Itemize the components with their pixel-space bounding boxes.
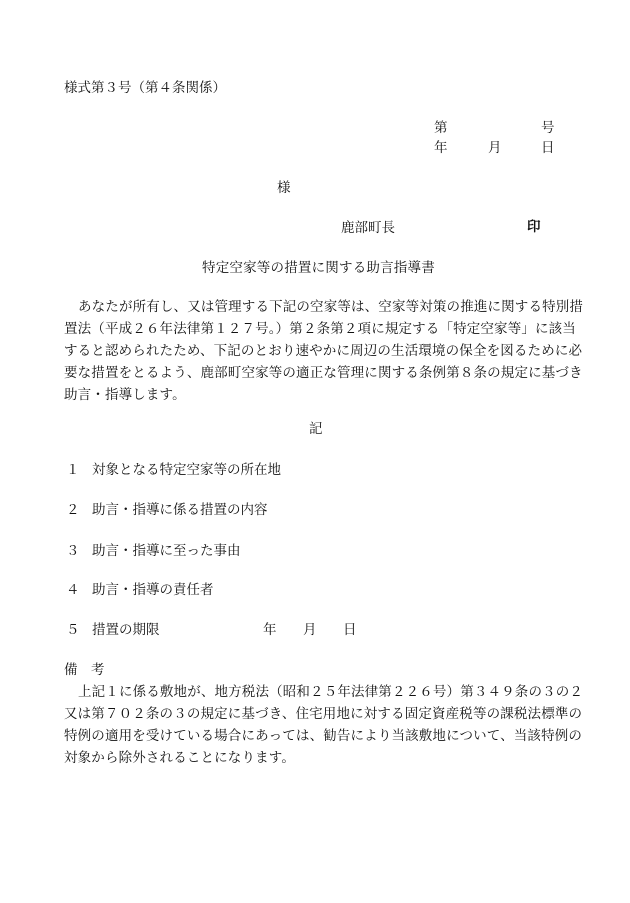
list-item — [66, 624, 160, 638]
remarks-line: 上記１に係る敷地が、地方税法（昭和２５年法律第２２６号）第３４９条の３の２ — [78, 684, 584, 700]
issue-date-month: 月 — [488, 140, 502, 156]
remarks-line: 又は第７０２条の３の規定に基づき、住宅用地に対する固定資産税等の課税法標準の — [64, 706, 583, 722]
list-item — [66, 504, 268, 518]
body-line: あなたが所有し、又は管理する下記の空家等は、空家等対策の推進に関する特別措 — [78, 299, 584, 315]
item-number: ３ — [66, 543, 80, 559]
body-line: 置法（平成２６年法律第１２７号。）第２条第２項に規定する「特定空家等」に該当 — [64, 321, 576, 337]
body-line: 助言・指導します。 — [64, 387, 186, 403]
item-text: 助言・指導に係る措置の内容 — [92, 502, 268, 518]
list-item — [66, 464, 281, 478]
deadline-year: 年 — [263, 622, 277, 638]
remarks-line: 対象から除外されることになります。 — [64, 750, 295, 766]
form-label: 様式第３号（第４条関係） — [64, 80, 226, 96]
item-text: 助言・指導の責任者 — [92, 582, 214, 598]
remarks-line: 特例の適用を受けている場合にあっては、勧告により当該敷地について、当該特例の — [64, 728, 583, 744]
issue-date-year: 年 — [434, 140, 448, 156]
item-number: ２ — [66, 502, 80, 518]
number-suffix: 号 — [541, 120, 555, 136]
body-line: すると認められたため、下記のとおり速やかに周辺の生活環境の保全を図るために必 — [64, 343, 583, 359]
item-text: 措置の期限 — [92, 622, 160, 638]
deadline-day: 日 — [343, 622, 357, 638]
list-item — [66, 545, 241, 559]
item-text: 助言・指導に至った事由 — [92, 543, 241, 559]
item-number: ５ — [66, 622, 80, 638]
document-title: 特定空家等の措置に関する助言指導書 — [202, 260, 435, 276]
item-text: 対象となる特定空家等の所在地 — [92, 462, 281, 478]
item-number: １ — [66, 462, 80, 478]
list-item — [66, 584, 214, 598]
addressee-suffix: 様 — [277, 180, 291, 196]
ki-heading: 記 — [309, 421, 323, 437]
issuer-name: 鹿部町長 — [341, 220, 395, 236]
number-prefix: 第 — [434, 120, 448, 136]
body-line: 要な措置をとるよう、鹿部町空家等の適正な管理に関する条例第８条の規定に基づき — [64, 365, 583, 381]
deadline-month: 月 — [303, 622, 317, 638]
remarks-heading: 備 考 — [64, 662, 105, 678]
issue-date-day: 日 — [541, 140, 555, 156]
seal-mark: 印 — [527, 219, 541, 235]
item-number: ４ — [66, 582, 80, 598]
